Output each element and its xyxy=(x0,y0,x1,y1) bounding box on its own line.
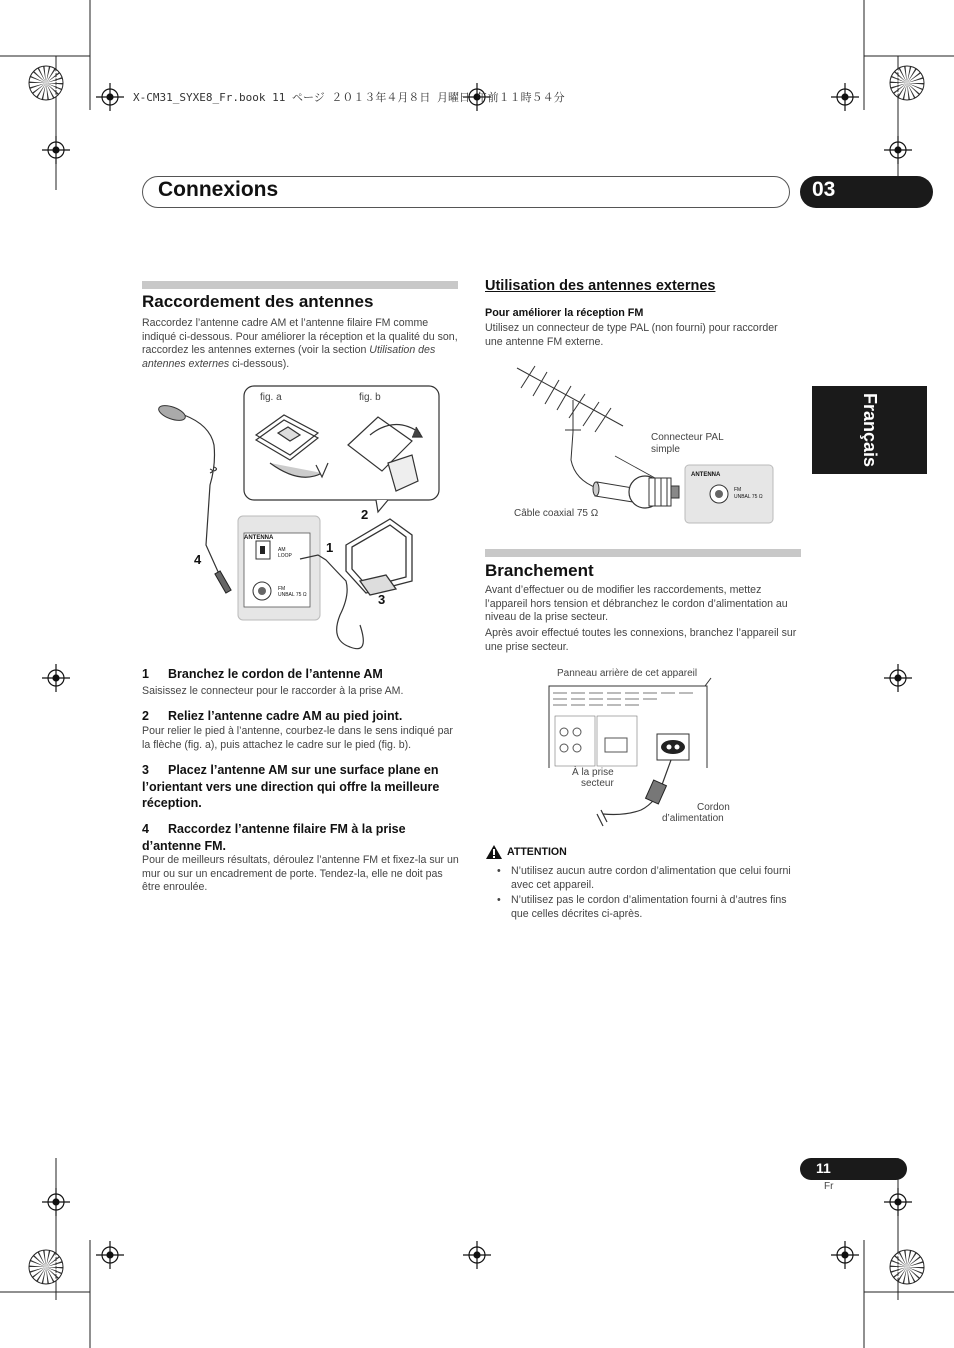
callout-4: 4 xyxy=(194,552,202,567)
intro-paragraph: Raccordez l’antenne cadre AM et l’antenne filaire FM comme indiqué ci-dessous. Pour améliorer la réception et la qualité du son, raccordez les antennes externes (voir la section Utilisation des antennes externes ci-dessous). xyxy=(142,317,458,370)
rear-panel-figure xyxy=(545,664,745,830)
section-rule xyxy=(142,281,458,289)
branchement-paragraph-1: Avant d’effectuer ou de modifier les raccordements, mettez l’appareil hors tension et débranchez le cordon d’alimentation au niveau de la prise secteur. xyxy=(485,584,788,624)
page-number: 11 xyxy=(816,1160,831,1176)
am-fm-antenna-figure xyxy=(150,385,450,657)
attention-item: • N’utilisez pas le cordon d’alimentation fourni à d’autres fins que celles décrites ci-après. xyxy=(485,893,803,921)
pal-connector-label-1: Connecteur PAL xyxy=(651,432,724,443)
page-language: Fr xyxy=(824,1181,834,1192)
step-1-title: 1 Branchez le cordon de l’antenne AM xyxy=(142,667,383,681)
ext-fm-label-1: FM xyxy=(734,487,742,493)
fm-improve-text: Utilisez un connecteur de type PAL (non fourni) pour raccorder une antenne FM externe. xyxy=(485,322,778,348)
step-3-title: 3 Placez l’antenne AM sur une surface plane en l’orientant vers une direction qui offre la meilleure réception. xyxy=(142,763,440,810)
warning-icon xyxy=(486,845,502,859)
step-4-text: Pour de meilleurs résultats, déroulez l’antenne FM et fixez-la sur un mur ou sur un encadrement de porte. Tendez-la, elle ne doit pas être enroulée. xyxy=(142,854,459,894)
fig-a-label: fig. a xyxy=(260,392,282,403)
cord-label-2: d’alimentation xyxy=(662,813,724,824)
callout-3: 3 xyxy=(378,592,386,607)
am-loop-label-2: LOOP xyxy=(278,553,292,559)
callout-2: 2 xyxy=(361,507,369,522)
outlet-label-2: secteur xyxy=(581,778,614,789)
external-antennas-heading: Utilisation des antennes externes xyxy=(485,278,716,294)
external-antenna-figure xyxy=(505,360,780,525)
pal-connector-label-2: simple xyxy=(651,444,680,455)
registration-rosette xyxy=(29,66,63,100)
outlet-label-1: À la prise xyxy=(572,767,614,778)
fm-improve-subheading: Pour améliorer la réception FM xyxy=(485,307,644,319)
section-heading: Raccordement des antennes xyxy=(142,292,374,311)
panel-antenna-label: ANTENNA xyxy=(244,535,274,541)
rear-panel-label: Panneau arrière de cet appareil xyxy=(557,668,698,679)
ext-panel-antenna-label: ANTENNA xyxy=(691,472,721,478)
am-loop-label-1: AM xyxy=(278,547,286,553)
attention-list xyxy=(485,864,803,922)
section-rule-2 xyxy=(485,549,801,557)
branchement-paragraph-2: Après avoir effectué toutes les connexions, branchez l’appareil sur une prise secteur. xyxy=(485,627,797,653)
cord-label-1: Cordon xyxy=(697,802,730,813)
branchement-heading: Branchement xyxy=(485,561,594,580)
registration-rosette xyxy=(890,1250,924,1284)
attention-item: • N’utilisez aucun autre cordon d’alimentation que celui fourni avec cet appareil. xyxy=(485,864,803,892)
language-tab-label: Français xyxy=(860,392,880,468)
registration-rosette xyxy=(29,1250,63,1284)
page-title: Connexions xyxy=(158,178,279,201)
print-header: X-CM31_SYXE8_Fr.book 11 ページ ２０１３年４月８日 月曜日 午前１１時５４分 xyxy=(133,91,565,104)
fig-b-label: fig. b xyxy=(359,392,381,403)
chapter-number: 03 xyxy=(812,178,836,201)
registration-rosette xyxy=(890,66,924,100)
step-2-text: Pour relier le pied à l’antenne, courbez-le dans le sens indiqué par la flèche (fig. a), puis attachez le cadre sur le pied (fig. b). xyxy=(142,725,453,751)
fm-label-1: FM xyxy=(278,586,286,592)
attention-title: ATTENTION xyxy=(507,846,567,858)
ext-fm-label-2: UNBAL 75 Ω xyxy=(734,494,763,500)
coax-cable-label: Câble coaxial 75 Ω xyxy=(514,508,599,519)
callout-1: 1 xyxy=(326,540,334,555)
step-4-title: 4 Raccordez l’antenne filaire FM à la prise d’antenne FM. xyxy=(142,822,406,853)
fm-label-2: UNBAL 75 Ω xyxy=(278,592,307,598)
step-2-title: 2 Reliez l’antenne cadre AM au pied joint. xyxy=(142,709,403,723)
step-1-text: Saisissez le connecteur pour le raccorder à la prise AM. xyxy=(142,685,404,697)
